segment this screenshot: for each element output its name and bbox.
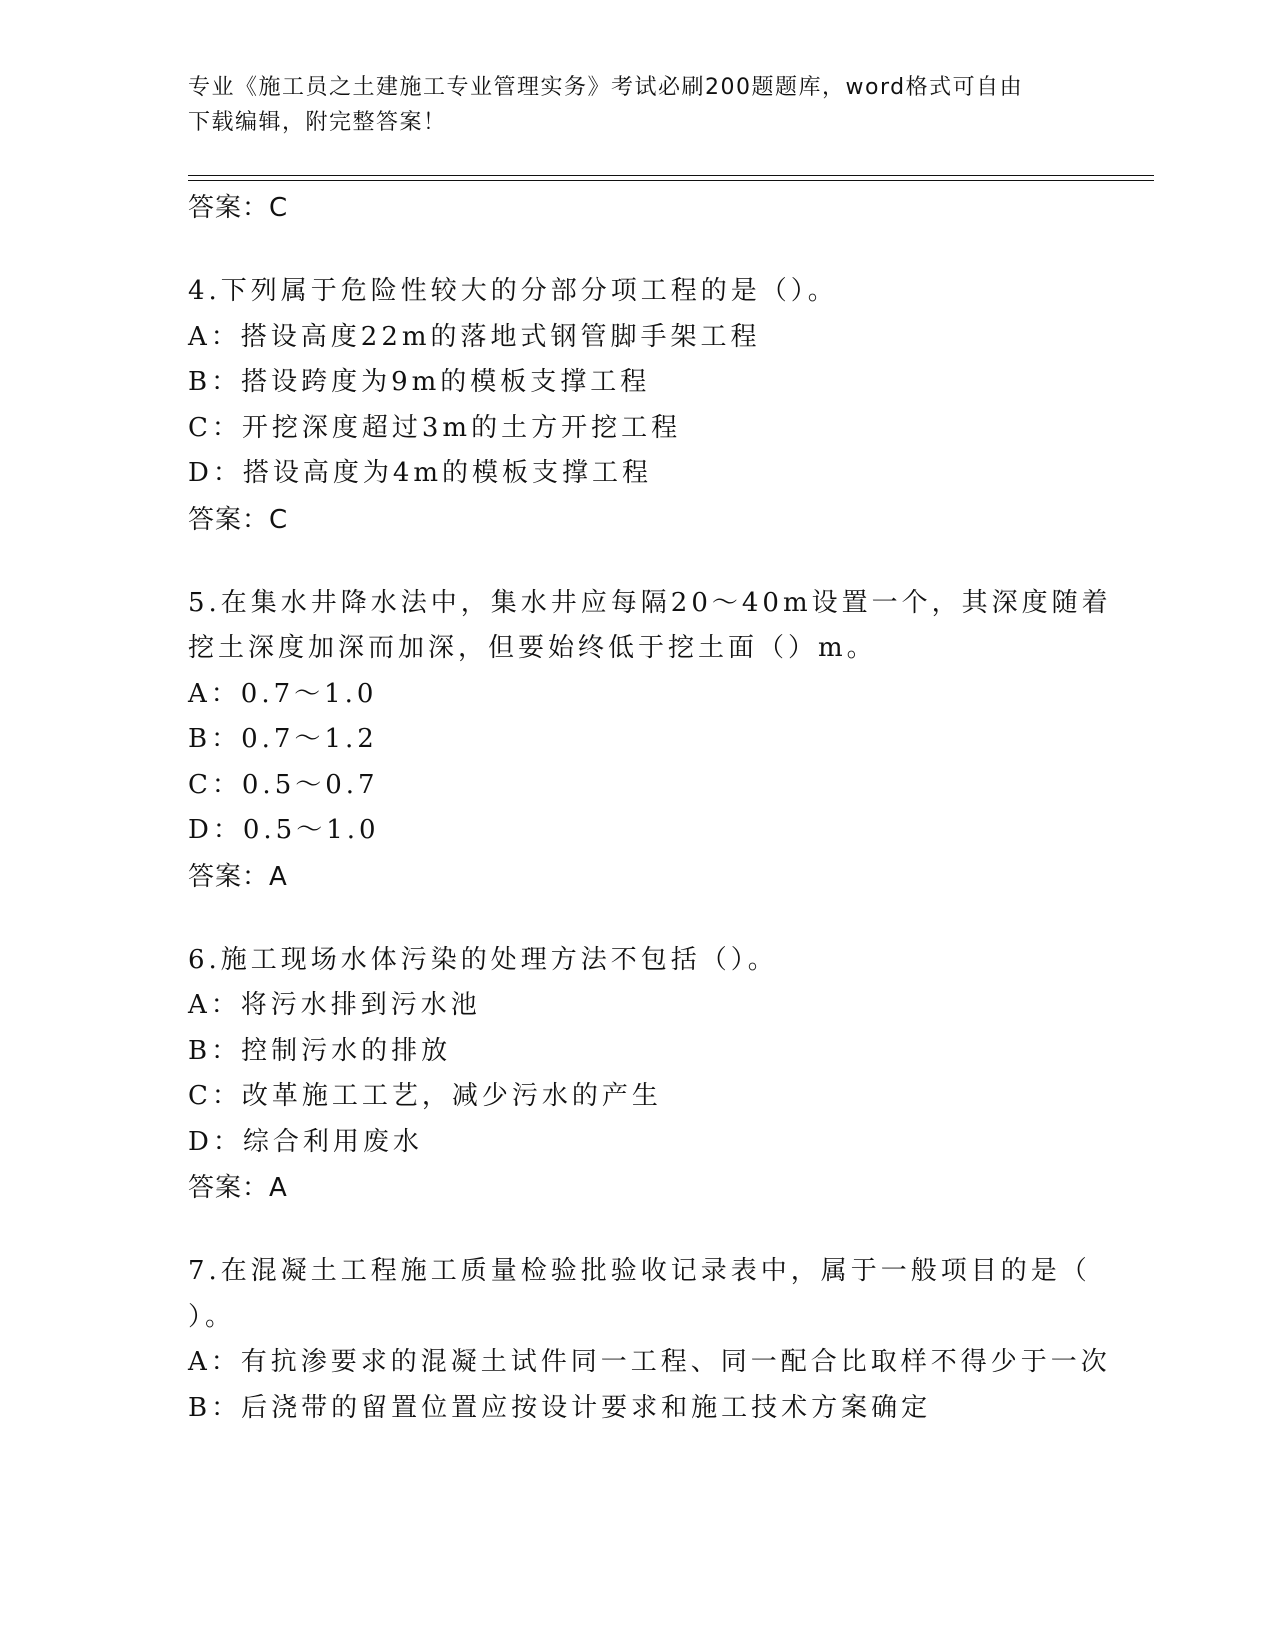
option-d: D：0.5～1.0	[188, 815, 380, 845]
question-block	[188, 938, 1088, 1212]
option-b: B：搭设跨度为9m的模板支撑工程	[188, 367, 651, 397]
header-rule-bottom	[188, 180, 1154, 181]
header-rule-top	[188, 175, 1154, 176]
header-line-1: 专业《施工员之土建施工专业管理实务》考试必刷200题题库，word格式可自由	[188, 75, 1024, 100]
option-c: C：改革施工工艺，减少污水的产生	[188, 1081, 662, 1111]
question-text: 4.下列属于危险性较大的分部分项工程的是（）。	[188, 276, 838, 306]
question-block	[188, 581, 1112, 900]
spacer	[188, 231, 1088, 269]
question-text-continued: 挖土深度加深而加深，但要始终低于挖土面（）m。	[188, 633, 877, 663]
option-a: A：将污水排到污水池	[188, 990, 481, 1020]
option-b: B：控制污水的排放	[188, 1035, 452, 1066]
question-list	[188, 185, 1112, 1431]
option-b: B：0.7～1.2	[188, 724, 378, 754]
option-d: D：综合利用废水	[188, 1126, 423, 1157]
option-a: A：0.7～1.0	[188, 678, 378, 709]
option-a: A：有抗渗要求的混凝土试件同一工程、同一配合比取样不得少于一次	[188, 1347, 1111, 1377]
question-text-continued: ）。	[188, 1301, 236, 1332]
option-b: B：后浇带的留置位置应按设计要求和施工技术方案确定	[188, 1392, 932, 1423]
option-d: D：搭设高度为4m的模板支撑工程	[188, 458, 653, 488]
document-header	[188, 70, 1088, 140]
question-block	[188, 1249, 1111, 1431]
answer-line: 答案：A	[188, 1173, 288, 1203]
answer-line: 答案：C	[188, 504, 289, 535]
header-line-2: 下载编辑，附完整答案！	[188, 110, 447, 135]
answer-line: 答案：C	[188, 193, 289, 223]
question-text: 7.在混凝土工程施工质量检验批验收记录表中，属于一般项目的是（	[188, 1256, 1091, 1286]
spacer	[188, 543, 1088, 581]
question-text: 6.施工现场水体污染的处理方法不包括（）。	[188, 944, 778, 975]
question-block	[188, 269, 1088, 543]
option-a: A：搭设高度22m的落地式钢管脚手架工程	[188, 321, 761, 352]
question-text: 5.在集水井降水法中，集水井应每隔20～40m设置一个，其深度随着	[188, 587, 1112, 618]
answer-line: 答案：A	[188, 861, 288, 892]
spacer	[188, 1211, 1088, 1249]
option-c: C：0.5～0.7	[188, 769, 379, 800]
spacer	[188, 900, 1088, 938]
option-c: C：开挖深度超过3m的土方开挖工程	[188, 412, 682, 443]
